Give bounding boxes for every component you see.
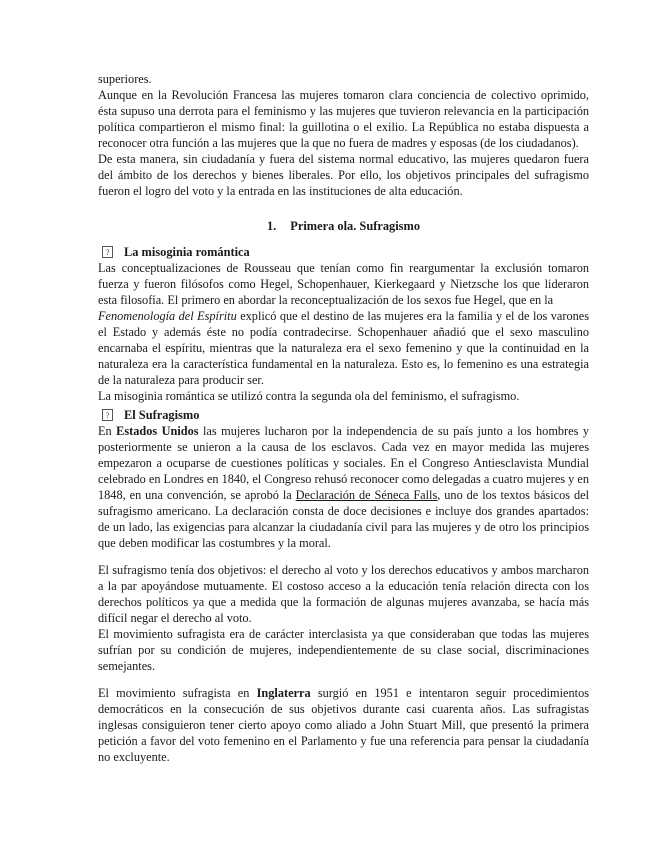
paragraph-text: explicó que el destino de las mujeres era la familia y el de los varones el Estado y además éste no podía contradecirse. Schopenhauer añadió que el sexo masculino encarnaba el espíritu, mientras que la naturaleza era el sexo femenino y que la continuidad en la naturaleza era la característica fundamental en la naturaleza. Esto es, lo femenino es una estrategia de la naturaleza para producir ser. [98,309,589,388]
paragraph: Aunque en la Revolución Francesa las mujeres tomaron clara conciencia de colectivo oprimido, ésta supuso una derrota para el feminismo y las mujeres que tuvieron relevancia en la participación política compartieron el mismo final: la guillotina o el exilio. La República no estaba dispuesta a reconocer otra función a las mujeres que la que no fuera de madres y esposas (de los ciudadanos). [98,87,589,150]
paragraph: Las conceptualizaciones de Rousseau que tenían como fin reargumentar la exclusión tomaron fuerza y fueron filósofos como Hegel, Schopenhauer, Kierkegaard y Nietzsche los que lideraron esta filosofía. El primero en abordar la reconceptualización de los sexos fue Hegel, que en la [98,261,589,308]
paragraph: El movimiento sufragista era de carácter interclasista ya que consideraban que todas las mujeres sufrían por su condición de mujeres, independientemente de su clase social, discriminaciones semejantes. [98,626,589,673]
paragraph [98,309,589,389]
section-heading-number: 1. [266,218,277,233]
paragraph-run: En [98,424,117,439]
subsection-heading-sufragismo [98,407,589,423]
paragraph [98,686,589,766]
paragraph-spacer [98,675,589,686]
paragraph-run: El movimiento sufragista en [98,685,257,700]
paragraph: La misoginia romántica se utilizó contra la segunda ola del feminismo, el sufragismo. [98,389,520,403]
paragraph [98,424,589,552]
document-title-underlined: Declaración de Séneca Falls [295,488,438,503]
place-name-bold: Inglaterra [256,685,311,700]
paragraph: De esta manera, sin ciudadanía y fuera del sistema normal educativo, las mujeres quedaron fuera del ámbito de los derechos y bienes liberales. Por ello, los objetivos principales del sufragismo fueron el logro del voto y la entrada en las instituciones de alta educación. [98,151,589,198]
section-heading [98,218,589,234]
missing-glyph-box-icon: ? [102,246,113,258]
document-body [98,72,589,766]
paragraph-run: las mujeres lucharon por la independencia de su país junto a los hombres y posteriormente se unieron a la causa de los esclavos. Cada vez en mayor medida las mujeres empezaron a ocuparse de cuestiones políticas y sociales. En el Congreso Antiesclavista Mundial celebrado en Londres en 1840, el Congreso rehusó reconocer como delegadas a cuatro mujeres y en 1848, en una convención, se aprobó la [98,424,589,503]
paragraph: superiores. [98,72,152,86]
work-title-italic: Fenomenología del Espíritu [98,309,237,324]
paragraph: El sufragismo tenía dos objetivos: el derecho al voto y los derechos educativos y ambos marcharon a la par apoyándose mutuamente. El costoso acceso a la educación tenía relación directa con los derechos políticos ya que a medida que la formación de algunas mujeres avanzaba, se hacía más difícil negar el derecho al voto. [98,562,589,625]
missing-glyph-box-icon: ? [102,409,113,421]
section-heading-title: Primera ola. Sufragismo [290,218,421,233]
place-name-bold: Estados Unidos [116,424,199,439]
subsection-heading-label: La misoginia romántica [124,245,250,259]
subsection-heading-misoginia [98,244,589,260]
paragraph-spacer [98,552,589,563]
subsection-heading-label: El Sufragismo [124,407,200,422]
paragraph-run: , uno de los textos básicos del sufragismo americano. La declaración consta de doce decisiones e incluye dos grandes apartados: de un lado, las exigencias para alcanzar la ciudadanía civil para las mujeres y de otro los principios que deben modificar las costumbres y la moral. [98,488,589,550]
paragraph-run: surgió en 1951 e intentaron seguir procedimientos democráticos en la consecución de sus objetivos durante casi cuarenta años. Las sufragistas inglesas consiguieron tener cierto apoyo como aliado a John Stuart Mill, que presentó la primera petición a favor del voto femenino en el Parlamento y fue una referencia para pensar la ciudadanía no excluyente. [98,685,589,764]
